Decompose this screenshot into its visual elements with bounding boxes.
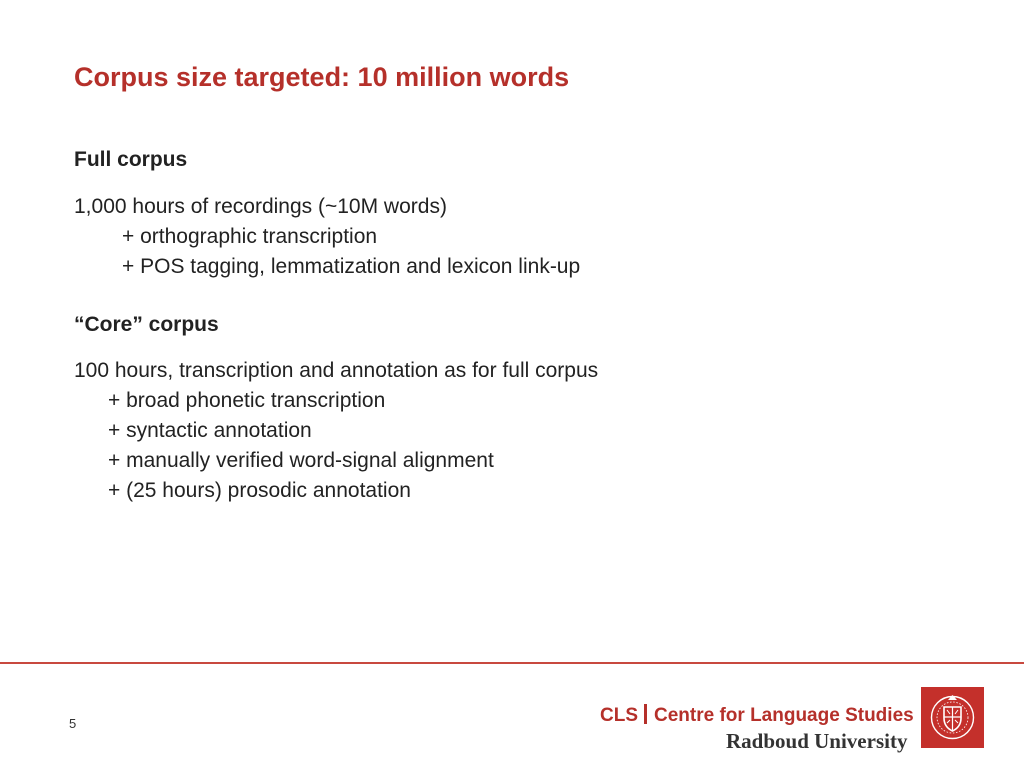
brand-abbrev: CLS	[600, 705, 638, 726]
list-item: + (25 hours) prosodic annotation	[108, 479, 411, 502]
full-corpus-section	[74, 145, 187, 175]
core-corpus-lead: 100 hours, transcription and annotation as for full corpus	[74, 359, 599, 382]
list-item: + POS tagging, lemmatization and lexicon link-up	[122, 255, 581, 278]
brand-name: Centre for Language Studies	[654, 705, 914, 726]
footer-divider	[0, 662, 1024, 664]
list-item: + manually verified word-signal alignment	[108, 449, 494, 472]
university-name: Radboud University	[726, 729, 908, 753]
page-number: 5	[69, 716, 77, 731]
full-corpus-body	[74, 192, 580, 282]
list-item: + orthographic transcription	[122, 225, 378, 248]
core-corpus-section	[74, 310, 219, 340]
list-item: + broad phonetic transcription	[108, 389, 386, 412]
list-item: + syntactic annotation	[108, 419, 312, 442]
section-heading-full-corpus: Full corpus	[74, 148, 188, 171]
radboud-seal-graphic	[921, 687, 984, 748]
brand-separator	[644, 704, 647, 724]
core-corpus-body	[74, 356, 598, 506]
radboud-seal-icon	[921, 687, 984, 748]
full-corpus-lead: 1,000 hours of recordings (~10M words)	[74, 195, 447, 218]
brand-title	[600, 704, 914, 727]
section-heading-core-corpus: “Core” corpus	[74, 313, 219, 336]
slide-title: Corpus size targeted: 10 million words	[74, 62, 570, 92]
